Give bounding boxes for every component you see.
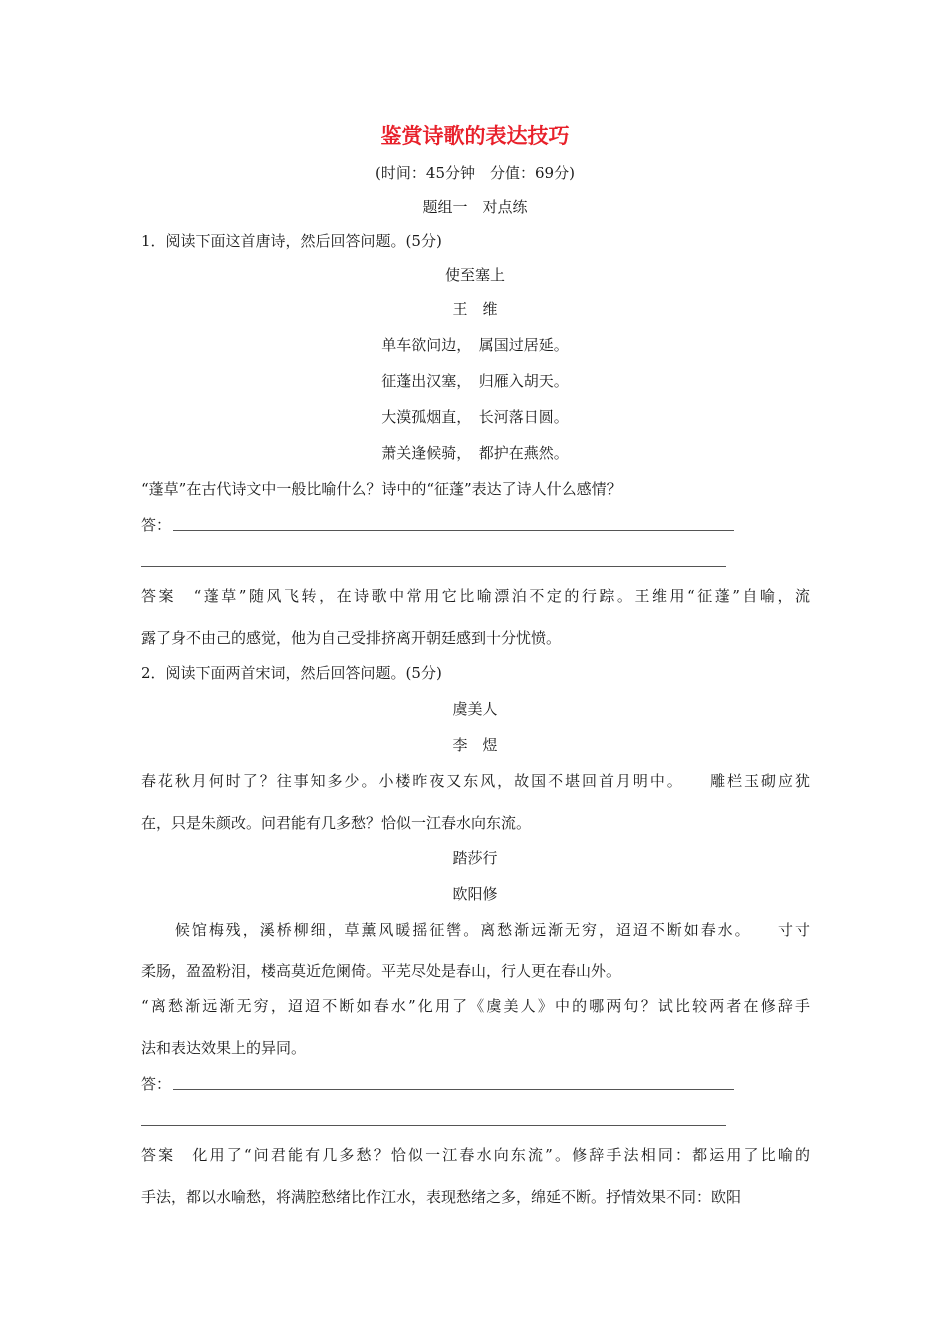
page-title: 鉴赏诗歌的表达技巧 [380,123,570,148]
poem-line: 大漠孤烟直， 长河落日圆。 [381,408,569,426]
question-2-text: 法和表达效果上的异同。 [141,1039,307,1057]
answer-text: 答案 “蓬草”随风飞转，在诗歌中常用它比喻漂泊不定的行踪。王维用“征蓬”自喻，流 [141,587,813,605]
answer-blank-line[interactable] [141,1125,726,1126]
poem-line: 单车欲问边， 属国过居延。 [381,336,569,354]
poem-line: 萧关逢候骑， 都护在燕然。 [381,444,569,462]
poem-text: 柔肠，盈盈粉泪，楼高莫近危阑倚。平芜尽处是春山，行人更在春山外。 [141,962,622,980]
section-heading: 题组一 对点练 [422,198,528,216]
poem-title: 虞美人 [452,700,498,718]
answer-label: 答： [141,516,172,534]
answer-text: 露了身不由己的感觉，他为自己受排挤离开朝廷感到十分忧愤。 [141,629,562,647]
poem-text: 在，只是朱颜改。问君能有几多愁？恰似一江春水向东流。 [141,814,532,832]
question-1-text: “蓬草”在古代诗文中一般比喻什么？诗中的“征蓬”表达了诗人什么感情？ [141,480,622,498]
poem-title: 踏莎行 [452,849,498,867]
answer-label: 答： [141,1075,172,1093]
poem-author: 欧阳修 [452,885,498,903]
answer-text: 答案 化用了“问君能有几多愁？恰似一江春水向东流”。修辞手法相同：都运用了比喻的 [141,1146,813,1164]
question-2-text: “离愁渐远渐无穷，迢迢不断如春水”化用了《虞美人》中的哪两句？试比较两者在修辞手 [141,997,813,1015]
question-2-prompt: 2．阅读下面两首宋词，然后回答问题。(5分) [141,664,442,682]
poem-line: 征蓬出汉塞， 归雁入胡天。 [381,372,569,390]
question-1-prompt: 1．阅读下面这首唐诗，然后回答问题。(5分) [141,232,442,250]
time-score-line: (时间：45分钟 分值：69分) [375,164,575,182]
poem-text: 春花秋月何时了？往事知多少。小楼昨夜又东风，故国不堪回首月明中。 雕栏玉砌应犹 [141,772,812,790]
poem-title: 使至塞上 [444,266,505,284]
poem-author: 李 煜 [452,736,498,754]
answer-blank-line[interactable] [173,1089,734,1090]
answer-blank-line[interactable] [173,530,734,531]
poem-author: 王 维 [452,300,498,318]
poem-text: 候馆梅残，溪桥柳细，草薰风暖摇征辔。离愁渐远渐无穷，迢迢不断如春水。 寸寸 [141,921,812,939]
answer-blank-line[interactable] [141,566,726,567]
answer-text: 手法，都以水喻愁，将满腔愁绪比作江水，表现愁绪之多，绵延不断。抒情效果不同：欧阳 [141,1188,742,1206]
